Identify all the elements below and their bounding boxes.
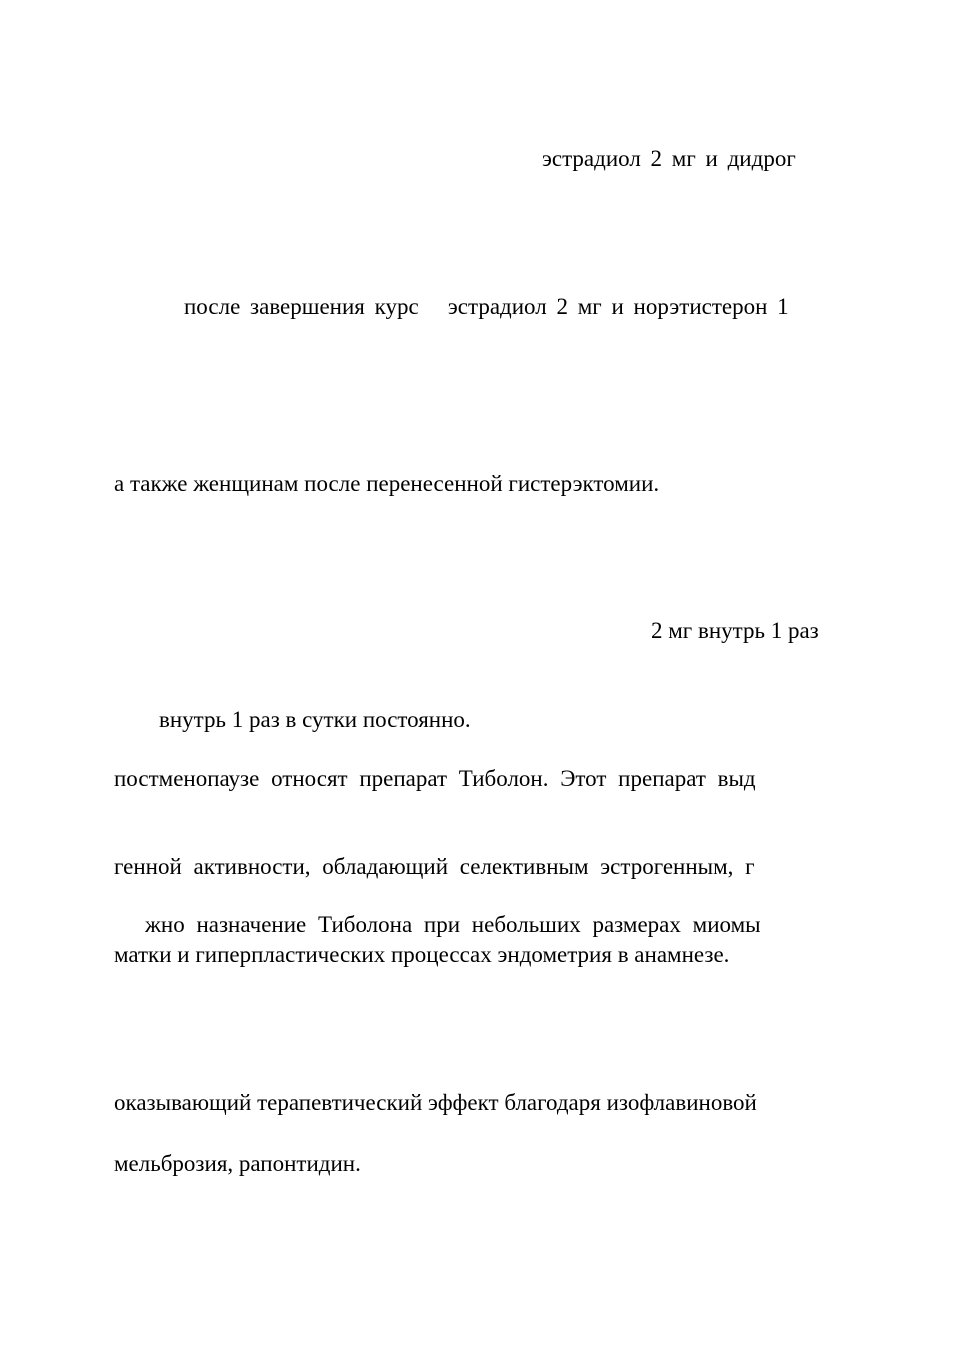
text-line-9: матки и гиперпластических процессах эндометрия в анамнезе. — [114, 942, 730, 967]
text-line-4: 2 мг внутрь 1 раз — [651, 618, 819, 643]
text-line-1: эстрадиол 2 мг и дидрог — [542, 146, 796, 171]
text-line-10: оказывающий терапевтический эффект благодаря изофлавиновой — [114, 1090, 757, 1115]
text-line-7: генной активности, обладающий селективным эстрогенным, г — [114, 854, 755, 879]
text-line-5: внутрь 1 раз в сутки постоянно. — [159, 707, 471, 732]
text-line-11: мельброзия, рапонтидин. — [114, 1151, 361, 1176]
text-line-3: а также женщинам после перенесенной гистерэктомии. — [114, 471, 660, 496]
text-line-8: жно назначение Тиболона при небольших размерах миомы — [145, 912, 761, 937]
text-line-2: после завершения курс эстрадиол 2 мг и норэтистерон 1 — [184, 294, 789, 319]
text-line-6: постменопаузе относят препарат Тиболон. Этот препарат выд — [114, 766, 756, 791]
